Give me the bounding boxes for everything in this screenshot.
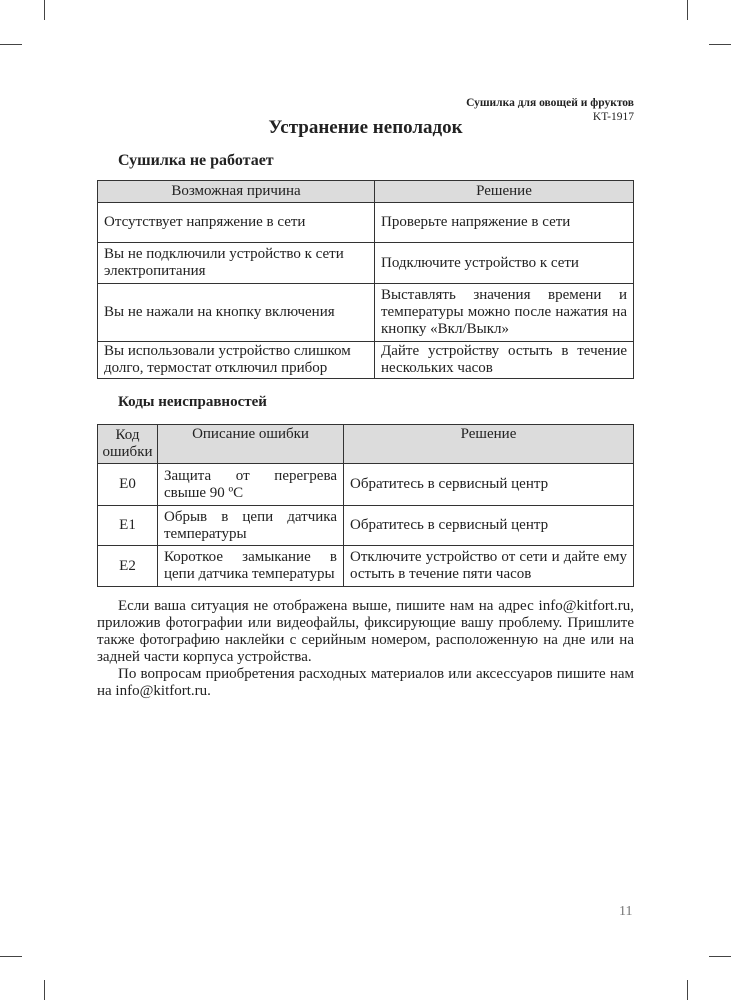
column-header: Возможная причина	[98, 181, 375, 203]
error-codes-table	[97, 424, 634, 587]
error-description: Защита от перегрева свыше 90 ºС	[158, 464, 344, 506]
error-code: E0	[98, 464, 158, 506]
column-header: Код ошибки	[98, 425, 158, 464]
crop-mark	[709, 44, 731, 45]
table-row	[98, 546, 634, 587]
error-description: Короткое замыкание в цепи датчика температуры	[158, 546, 344, 587]
troubleshooting-table	[97, 180, 634, 379]
table-row	[98, 243, 634, 284]
contact-text	[97, 598, 634, 700]
solution-cell: Дайте устройству остыть в течение нескольких часов	[375, 342, 634, 379]
table-row	[98, 203, 634, 243]
crop-mark	[709, 956, 731, 957]
table-row	[98, 284, 634, 342]
solution-cell: Выставлять значения времени и температуры можно после нажатия на кнопку «Вкл/Выкл»	[375, 284, 634, 342]
model-number: KT-1917	[592, 111, 634, 123]
section-heading: Сушилка не работает	[118, 152, 274, 169]
cause-cell: Отсутствует напряжение в сети	[98, 203, 375, 243]
crop-mark	[44, 0, 45, 20]
crop-mark	[687, 980, 688, 1000]
column-header: Решение	[344, 425, 634, 464]
table-header-row	[98, 181, 634, 203]
table-row	[98, 342, 634, 379]
column-header: Описание ошибки	[158, 425, 344, 464]
paragraph: Если ваша ситуация не отображена выше, пишите нам на адрес info@kitfort.ru, приложив фотографии или видеофайлы, фиксирующие вашу проблему. Пришлите также фотографию наклейки с серийным номером, расположенную на дне или на задней части корпуса устройства.	[97, 598, 634, 665]
cause-cell: Вы не подключили устройство к сети электропитания	[98, 243, 375, 284]
table-header-row	[98, 425, 634, 464]
error-description: Обрыв в цепи датчика температуры	[158, 506, 344, 546]
crop-mark	[687, 0, 688, 20]
column-header: Решение	[375, 181, 634, 203]
table-row	[98, 464, 634, 506]
crop-mark	[0, 44, 22, 45]
solution-cell: Проверьте напряжение в сети	[375, 203, 634, 243]
paragraph: По вопросам приобретения расходных материалов или аксессуаров пишите нам на info@kitfort.ru.	[97, 666, 634, 699]
cause-cell: Вы использовали устройство слишком долго, термостат отключил прибор	[98, 342, 375, 379]
error-solution: Отключите устройство от сети и дайте ему остыть в течение пяти часов	[344, 546, 634, 587]
crop-mark	[0, 956, 22, 957]
error-code: E1	[98, 506, 158, 546]
cause-cell: Вы не нажали на кнопку включения	[98, 284, 375, 342]
error-code: E2	[98, 546, 158, 587]
error-solution: Обратитесь в сервисный центр	[344, 464, 634, 506]
table-row	[98, 506, 634, 546]
error-solution: Обратитесь в сервисный центр	[344, 506, 634, 546]
section-heading: Коды неисправностей	[118, 394, 267, 410]
product-name: Сушилка для овощей и фруктов	[466, 97, 634, 109]
solution-cell: Подключите устройство к сети	[375, 243, 634, 284]
page-number: 11	[619, 904, 633, 919]
crop-mark	[44, 980, 45, 1000]
page-title: Устранение неполадок	[268, 117, 463, 138]
